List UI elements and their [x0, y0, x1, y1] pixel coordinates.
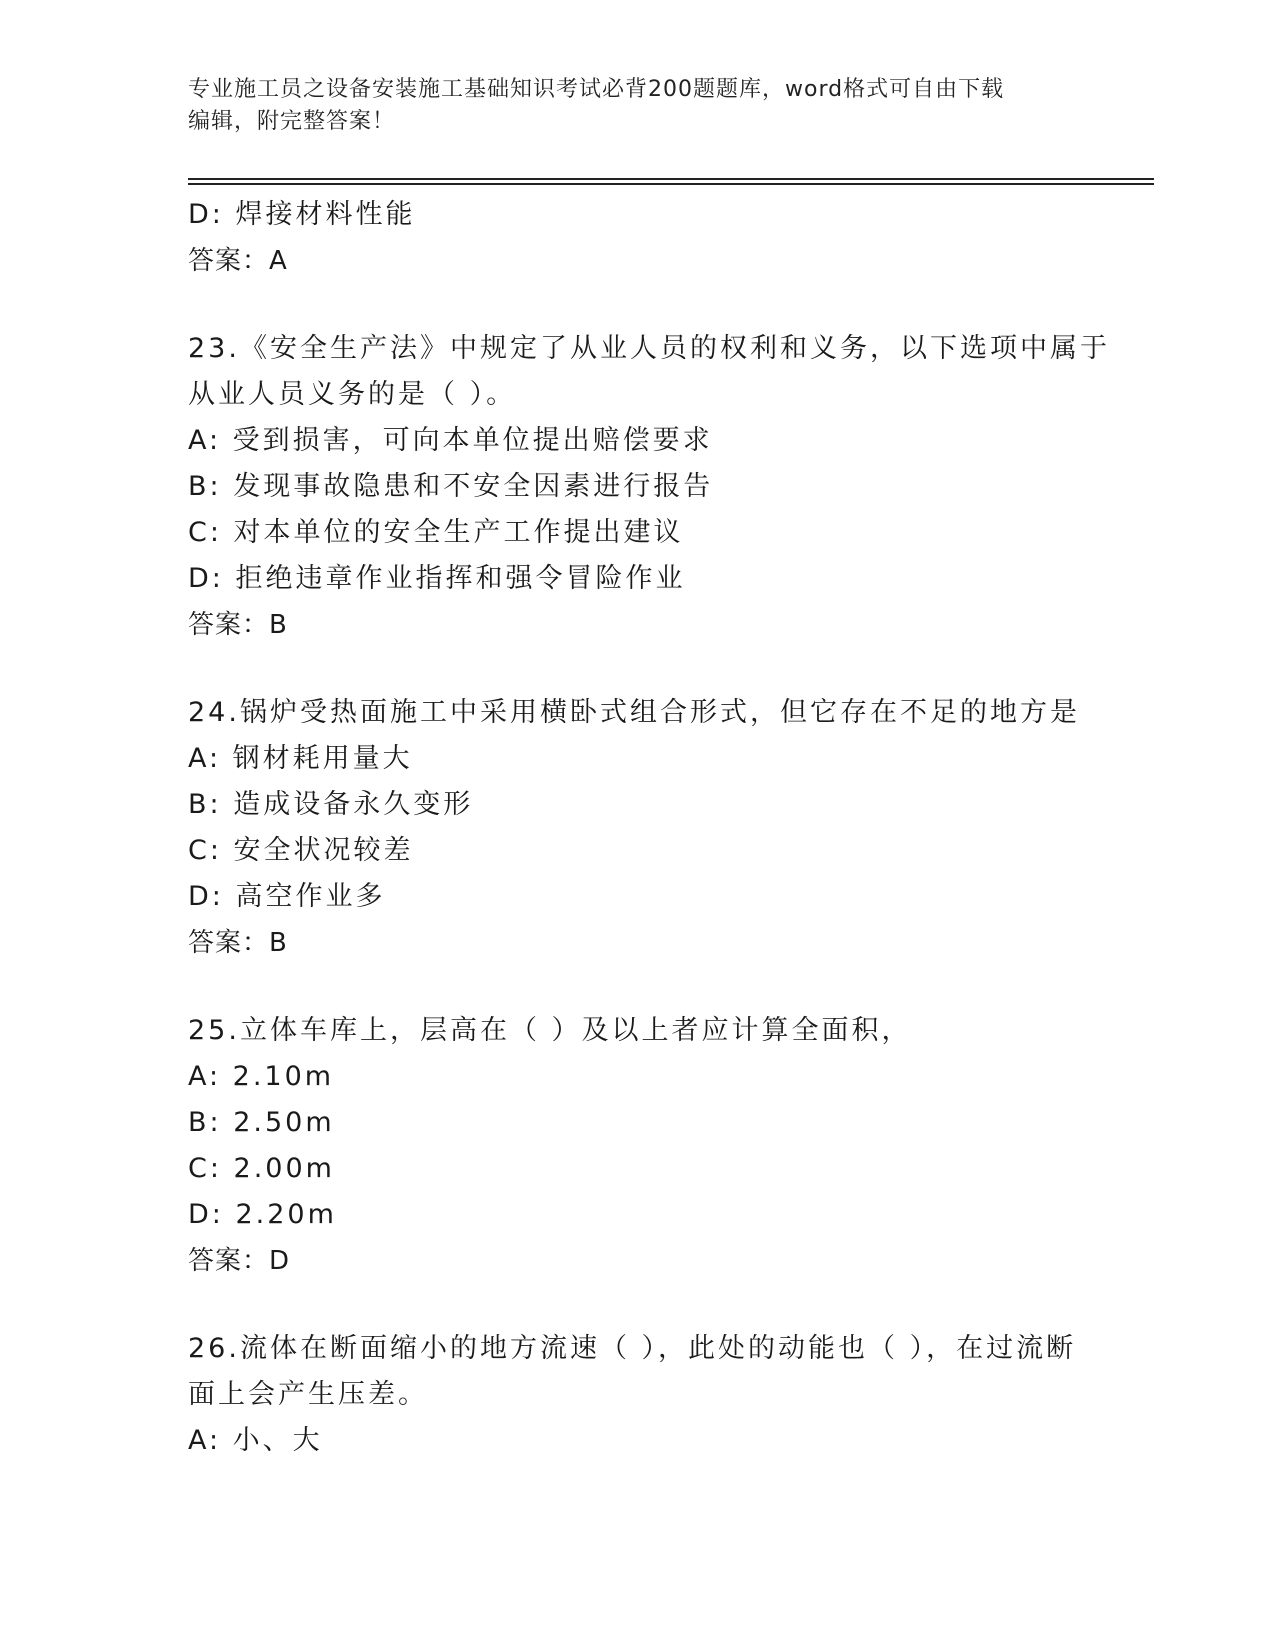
- question-list: [188, 192, 1110, 1464]
- header-title-line-2: 编辑，附完整答案！: [188, 109, 396, 134]
- option-b: B: 造成设备永久变形: [188, 789, 474, 820]
- option-a: A: 2.10m: [188, 1061, 335, 1092]
- question-stem-line-1: 23.《安全生产法》中规定了从业人员的权利和义务，以下选项中属于: [188, 333, 1110, 364]
- document-header: [188, 74, 1088, 138]
- answer-line: 答案：B: [188, 610, 288, 640]
- question-22-tail: [188, 192, 1088, 284]
- answer-line: 答案：A: [188, 246, 288, 276]
- option-d: D: 高空作业多: [188, 881, 386, 912]
- question-23: [188, 326, 1110, 648]
- option-b: B: 2.50m: [188, 1107, 335, 1138]
- option-d: D: 2.20m: [188, 1199, 337, 1230]
- question-25: [188, 1008, 1088, 1284]
- option-a: A: 钢材耗用量大: [188, 743, 413, 774]
- header-divider-top: [188, 178, 1154, 180]
- question-stem-line-2: 从业人员义务的是（ ）。: [188, 379, 517, 410]
- option-a: A: 小、大: [188, 1425, 323, 1456]
- option-c: C: 安全状况较差: [188, 835, 414, 866]
- option-c: C: 2.00m: [188, 1153, 335, 1184]
- option-c: C: 对本单位的安全生产工作提出建议: [188, 517, 684, 548]
- question-stem-line-1: 25.立体车库上，层高在（ ）及以上者应计算全面积，: [188, 1015, 912, 1046]
- header-divider-bottom: [188, 183, 1154, 185]
- question-26: [188, 1326, 1088, 1464]
- answer-line: 答案：D: [188, 1246, 291, 1276]
- option-b: B: 发现事故隐患和不安全因素进行报告: [188, 471, 714, 502]
- option-d: D: 焊接材料性能: [188, 199, 416, 230]
- header-title-line-1: 专业施工员之设备安装施工基础知识考试必背200题题库，word格式可自由下载: [188, 77, 1005, 102]
- option-a: A: 受到损害，可向本单位提出赔偿要求: [188, 425, 713, 456]
- question-stem-line-1: 26.流体在断面缩小的地方流速（ ），此处的动能也（ ），在过流断: [188, 1333, 1077, 1364]
- option-d: D: 拒绝违章作业指挥和强令冒险作业: [188, 563, 686, 594]
- question-24: [188, 690, 1088, 966]
- question-stem-line-1: 24.锅炉受热面施工中采用横卧式组合形式，但它存在不足的地方是: [188, 697, 1080, 728]
- answer-line: 答案：B: [188, 928, 288, 958]
- question-stem-line-2: 面上会产生压差。: [188, 1379, 428, 1410]
